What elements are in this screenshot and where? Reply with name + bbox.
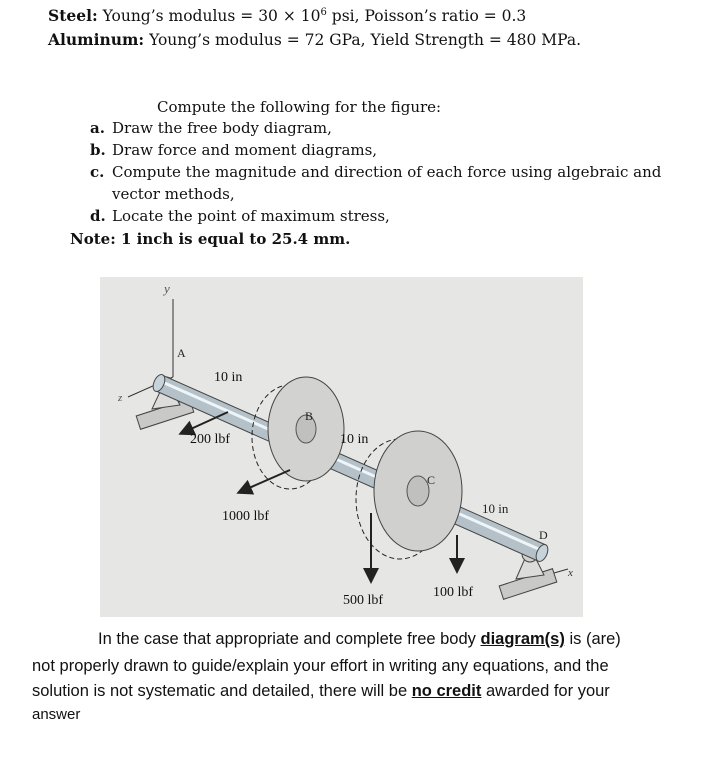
dim-cd-label: 10 in	[482, 501, 509, 516]
task-item-label: d.	[90, 207, 106, 225]
task-intro: Compute the following for the figure:	[157, 98, 442, 116]
steel-text-b: psi, Poisson’s ratio = 0.3	[326, 7, 527, 25]
task-item-c-cont	[112, 185, 235, 203]
note-label: Note:	[70, 230, 116, 248]
task-item-label: c.	[90, 163, 105, 181]
note-text: 1 inch is equal to 25.4 mm.	[115, 230, 351, 248]
steel-exponent: 6	[320, 6, 327, 18]
warning-diagram-emphasis: diagram(s)	[480, 630, 565, 648]
warning-line-1	[98, 630, 621, 649]
task-item-text: Draw the free body diagram,	[112, 119, 332, 137]
warning-line-3	[32, 682, 610, 701]
point-d-label: D	[539, 528, 548, 542]
warning-text: awarded for your	[481, 682, 610, 700]
force-1000-label: 1000 lbf	[222, 509, 270, 524]
y-axis-label: y	[164, 281, 170, 296]
point-a-label: A	[177, 346, 186, 360]
task-item-label: a.	[90, 119, 105, 137]
force-100-label: 100 lbf	[433, 585, 474, 600]
aluminum-properties	[48, 30, 581, 49]
dim-bc-label: 10 in	[340, 432, 369, 447]
steel-text-a: Young’s modulus = 30 × 10	[97, 7, 321, 25]
task-item-a	[90, 119, 332, 137]
point-c-label: C	[427, 473, 436, 487]
force-500-label: 500 lbf	[343, 593, 384, 608]
warning-line-4: answer	[32, 706, 81, 723]
warning-text: In the case that appropriate and complete free body	[98, 630, 481, 648]
dim-ab-label: 10 in	[214, 370, 243, 385]
task-item-text: Compute the magnitude and direction of each force using algebraic and	[112, 163, 662, 181]
point-b-label: B	[305, 409, 314, 423]
warning-line-2: not properly drawn to guide/explain your effort in writing any equations, and the	[32, 657, 609, 675]
task-item-b	[90, 141, 377, 159]
task-item-text: Locate the point of maximum stress,	[112, 207, 390, 225]
warning-text: solution is not systematic and detailed, there will be	[32, 682, 412, 700]
unit-note	[70, 230, 350, 248]
x-axis-label: x	[568, 567, 573, 579]
warning-no-credit-emphasis: no credit	[411, 682, 482, 700]
z-axis-label: z	[118, 392, 123, 404]
steel-label: Steel:	[48, 6, 98, 25]
shaft-figure	[100, 277, 583, 617]
warning-text: is (are)	[564, 630, 621, 648]
aluminum-text: Young’s modulus = 72 GPa, Yield Strength = 480 MPa.	[144, 31, 582, 49]
task-item-label: b.	[90, 141, 106, 159]
steel-properties	[48, 6, 526, 25]
task-item-text: vector methods,	[112, 185, 235, 203]
task-item-text: Draw force and moment diagrams,	[112, 141, 378, 159]
task-item-c	[90, 163, 661, 181]
task-item-d	[90, 207, 390, 225]
force-200-label: 200 lbf	[190, 432, 231, 447]
aluminum-label: Aluminum:	[48, 30, 145, 49]
